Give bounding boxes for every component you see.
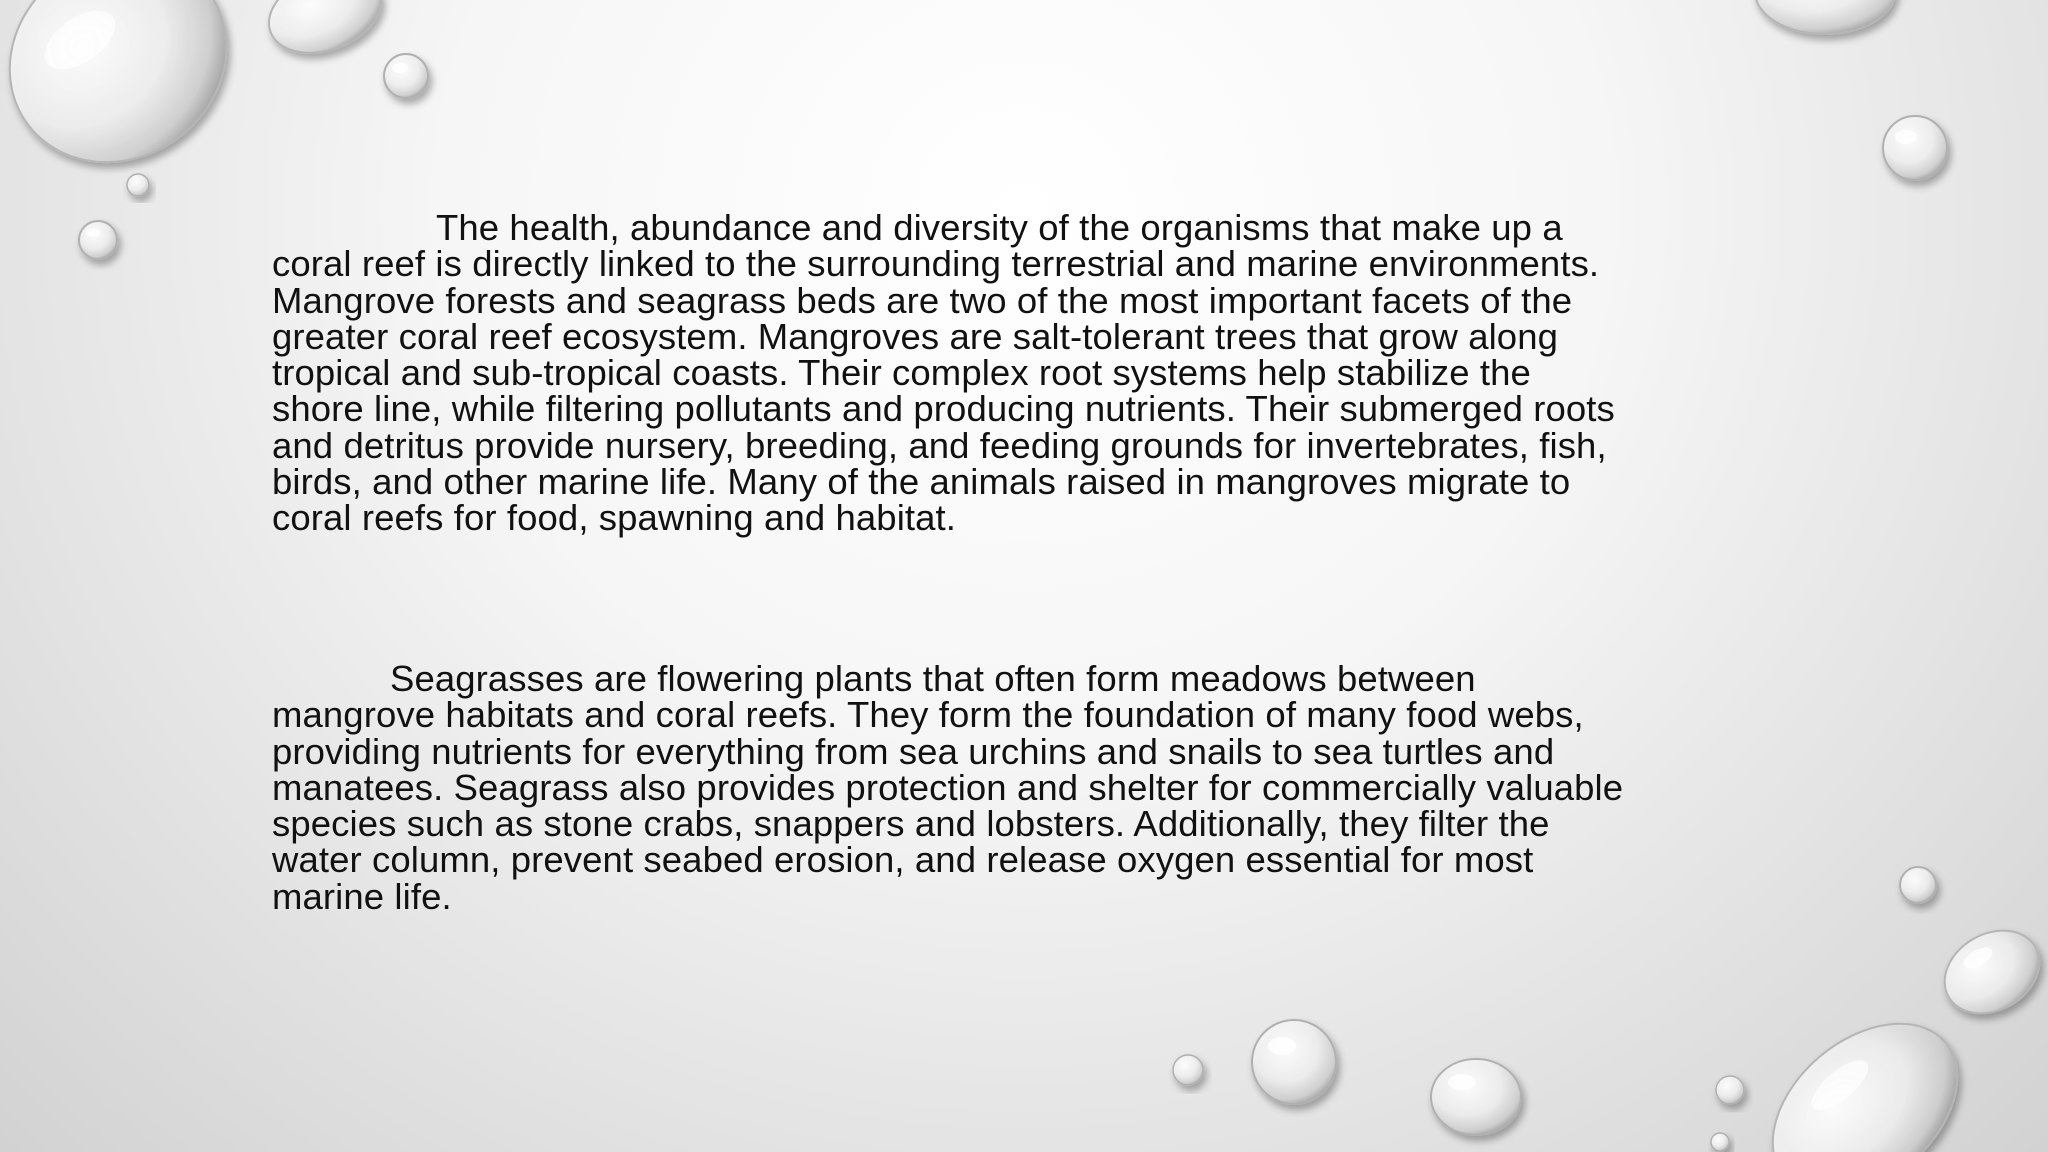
water-drop-icon bbox=[79, 221, 117, 259]
text-line: Seagrasses are flowering plants that often form meadows between bbox=[390, 658, 1476, 699]
text-line: tropical and sub-tropical coasts. Their complex root systems help stabilize the bbox=[272, 352, 1531, 394]
water-drop-icon bbox=[1431, 1059, 1521, 1135]
water-drop-icon bbox=[1173, 1055, 1203, 1085]
water-drop-icon bbox=[384, 54, 428, 98]
water-drop-icon bbox=[127, 174, 149, 196]
text-line: coral reefs for food, spawning and habitat. bbox=[272, 497, 957, 539]
text-line: and detritus provide nursery, breeding, and feeding grounds for invertebrates, fish, bbox=[272, 424, 1607, 466]
paragraph-seagrasses bbox=[272, 658, 1792, 917]
water-drop-icon bbox=[1755, 0, 1895, 34]
text-line: The health, abundance and diversity of the organisms that make up a bbox=[436, 207, 1563, 248]
text-line: marine life. bbox=[272, 875, 452, 917]
water-drop-icon bbox=[258, 0, 393, 68]
water-drop-icon bbox=[1252, 1020, 1336, 1104]
text-line: shore line, while filtering pollutants and producing nutrients. Their submerged roots bbox=[272, 388, 1615, 430]
water-drop-icon bbox=[0, 0, 267, 204]
text-line: manatees. Seagrass also provides protection and shelter for commercially valuable bbox=[272, 766, 1624, 808]
water-drop-icon bbox=[1930, 914, 2048, 1030]
text-line: Mangrove forests and seagrass beds are two of the most important facets of the bbox=[272, 279, 1573, 321]
text-line: birds, and other marine life. Many of the animals raised in mangroves migrate to bbox=[272, 461, 1571, 503]
water-drop-icon bbox=[1711, 1133, 1729, 1151]
water-drop-icon bbox=[1900, 867, 1936, 903]
text-line: species such as stone crabs, snappers and lobsters. Additionally, they filter the bbox=[272, 803, 1550, 845]
water-drop-icon bbox=[1716, 1076, 1744, 1104]
text-line: mangrove habitats and coral reefs. They form the foundation of many food webs, bbox=[272, 694, 1584, 736]
water-drop-icon bbox=[1883, 116, 1947, 180]
text-line: water column, prevent seabed erosion, and release oxygen essential for most bbox=[272, 839, 1534, 881]
text-line: providing nutrients for everything from sea urchins and snails to sea turtles and bbox=[272, 730, 1555, 772]
text-line: greater coral reef ecosystem. Mangroves are salt-tolerant trees that grow along bbox=[272, 315, 1559, 357]
water-drop-icon bbox=[1740, 989, 1991, 1152]
text-line: coral reef is directly linked to the surrounding terrestrial and marine environments. bbox=[272, 243, 1600, 285]
paragraph-mangroves bbox=[272, 207, 1792, 539]
